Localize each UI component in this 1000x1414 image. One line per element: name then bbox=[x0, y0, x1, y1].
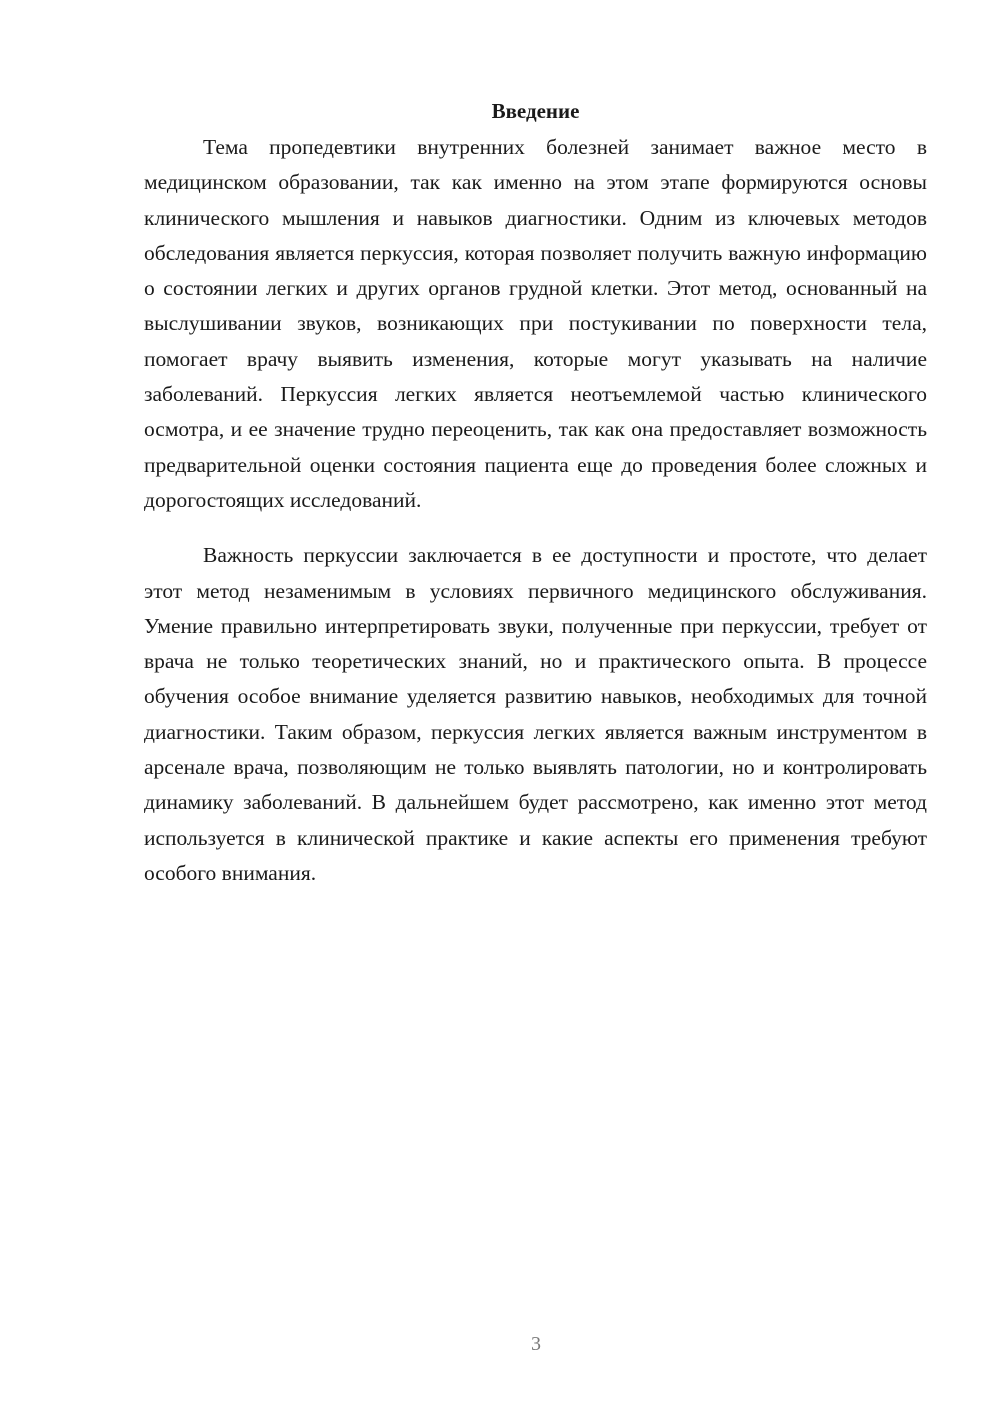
paragraph-1: Тема пропедевтики внутренних болезней занимает важное место в медицинском образовании, так как именно на этом этапе формируются основы клинического мышления и навыков диагностики. Одним из ключевых методов обследования является перкуссия, которая позволяет получить важную информацию о состоянии легких и других органов грудной клетки. Этот метод, основанный на выслушивании звуков, возникающих при постукивании по поверхности тела, помогает врачу выявить изменения, которые могут указывать на наличие заболеваний. Перкуссия легких является неотъемлемой частью клинического осмотра, и ее значение трудно переоценить, так как она предоставляет возможность предварительной оценки состояния пациента еще до проведения более сложных и дорогостоящих исследований. bbox=[144, 135, 927, 512]
page-content bbox=[144, 92, 927, 891]
page-number: 3 bbox=[531, 1333, 541, 1355]
paragraph-2: Важность перкуссии заключается в ее доступности и простоте, что делает этот метод незаменимым в условиях первичного медицинского обслуживания. Умение правильно интерпретировать звуки, полученные при перкуссии, требует от врача не только теоретических знаний, но и практического опыта. В процессе обучения особое внимание уделяется развитию навыков, необходимых для точной диагностики. Таким образом, перкуссия легких является важным инструментом в арсенале врача, позволяющим не только выявлять патологии, но и контролировать динамику заболеваний. В дальнейшем будет рассмотрено, как именно этот метод используется в клинической практике и какие аспекты его применения требуют особого внимания. bbox=[144, 543, 927, 885]
section-heading: Введение bbox=[491, 99, 580, 123]
